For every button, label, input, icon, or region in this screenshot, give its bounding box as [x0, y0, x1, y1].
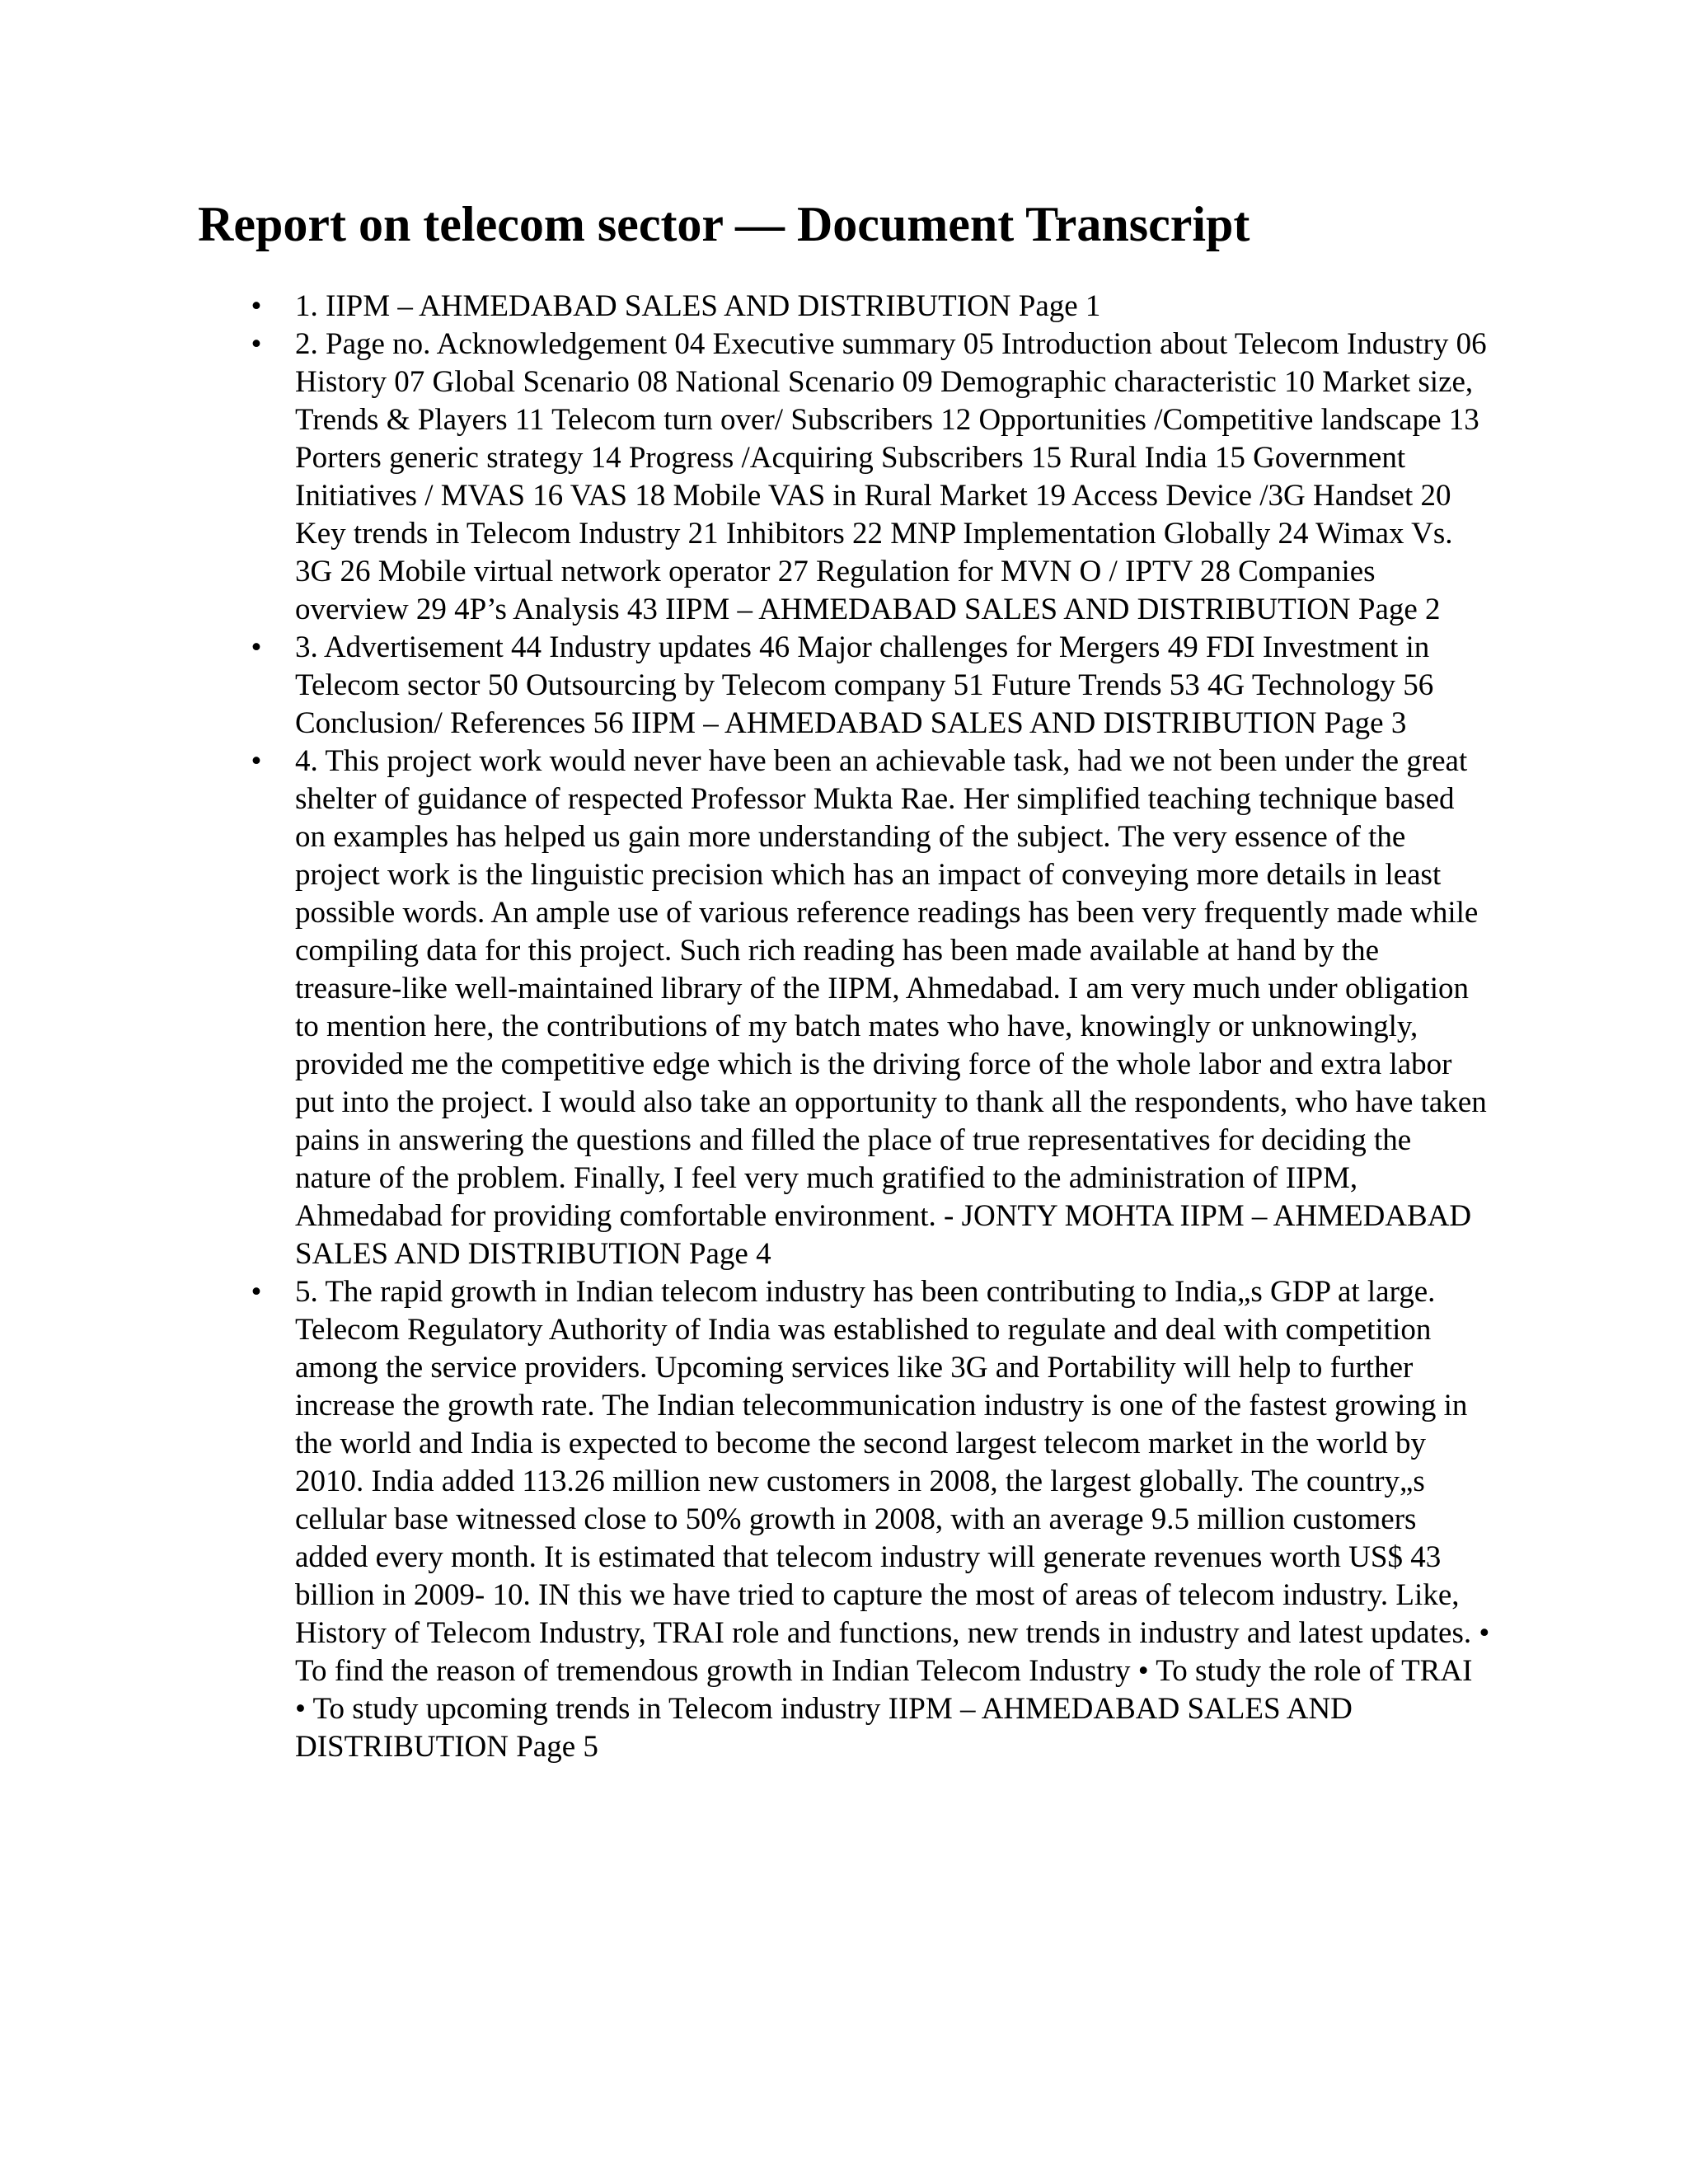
list-item — [251, 629, 1490, 743]
transcript-list — [251, 288, 1490, 1766]
list-item — [251, 288, 1490, 326]
list-item — [251, 326, 1490, 629]
list-item-text: 4. This project work would never have been an achievable task, had we not been under the great shelter of guidance of respected Professor Mukta Rae. Her simplified teaching technique based on examples has helped us gain more understanding of the subject. The very essence of the project work is the linguistic precision which has an impact of conveying more details in least possible words. An ample use of various reference readings has been very frequently made while compiling data for this project. Such rich reading has been made available at hand by the treasure-like well-maintained library of the IIPM, Ahmedabad. I am very much under obligation to mention here, the contributions of my batch mates who have, knowingly or unknowingly, provided me the competitive edge which is the driving force of the whole labor and extra labor put into the project. I would also take an opportunity to thank all the respondents, who have taken pains in answering the questions and filled the place of true representatives for deciding the nature of the problem. Finally, I feel very much gratified to the administration of IIPM, Ahmedabad for providing comfortable environment. - JONTY MOHTA IIPM – AHMEDABAD SALES AND DISTRIBUTION Page 4 — [295, 744, 1487, 1271]
bullet-icon: • — [251, 1275, 262, 1309]
list-item-text: 3. Advertisement 44 Industry updates 46 Major challenges for Mergers 49 FDI Investment in Telecom sector 50 Outsourcing by Telecom company 51 Future Trends 53 4G Technology 56 Conclusion/ References 56 IIPM – AHMEDABAD SALES AND DISTRIBUTION Page 3 — [295, 630, 1434, 740]
bullet-icon: • — [251, 630, 262, 664]
list-item-text: 2. Page no. Acknowledgement 04 Executive summary 05 Introduction about Telecom Industry 06 History 07 Global Scenario 08 National Scenario 09 Demographic characteristic 10 Market size, Trends & Players 11 Telecom turn over/ Subscribers 12 Opportunities /Competitive landscape 13 Porters generic strategy 14 Progress /Acquiring Subscribers 15 Rural India 15 Government Initiatives / MVAS 16 VAS 18 Mobile VAS in Rural Market 19 Access Device /3G Handset 20 Key trends in Telecom Industry 21 Inhibitors 22 MNP Implementation Globally 24 Wimax Vs. 3G 26 Mobile virtual network operator 27 Regulation for MVN O / IPTV 28 Companies overview 29 4P’s Analysis 43 IIPM – AHMEDABAD SALES AND DISTRIBUTION Page 2 — [295, 327, 1487, 626]
list-item — [251, 1273, 1490, 1766]
list-item — [251, 743, 1490, 1273]
list-item-text: 5. The rapid growth in Indian telecom industry has been contributing to India„s GDP at large. Telecom Regulatory Authority of India was established to regulate and deal with competition among the service providers. Upcoming services like 3G and Portability will help to further increase the growth rate. The Indian telecommunication industry is one of the fastest growing in the world and India is expected to become the second largest telecom market in the world by 2010. India added 113.26 million new customers in 2008, the largest globally. The country„s cellular base witnessed close to 50% growth in 2008, with an average 9.5 million customers added every month. It is estimated that telecom industry will generate revenues worth US$ 43 billion in 2009- 10. IN this we have tried to capture the most of areas of telecom industry. Like, History of Telecom Industry, TRAI role and functions, new trends in industry and latest updates. • To find the reason of tremendous growth in Indian Telecom Industry • To study the role of TRAI • To study upcoming trends in Telecom industry IIPM – AHMEDABAD SALES AND DISTRIBUTION Page 5 — [295, 1275, 1490, 1764]
list-item-text: 1. IIPM – AHMEDABAD SALES AND DISTRIBUTION Page 1 — [295, 289, 1101, 323]
bullet-icon: • — [251, 289, 262, 323]
bullet-icon: • — [251, 744, 262, 778]
document-title: Report on telecom sector — Document Transcript — [198, 197, 1250, 251]
bullet-icon: • — [251, 327, 262, 361]
